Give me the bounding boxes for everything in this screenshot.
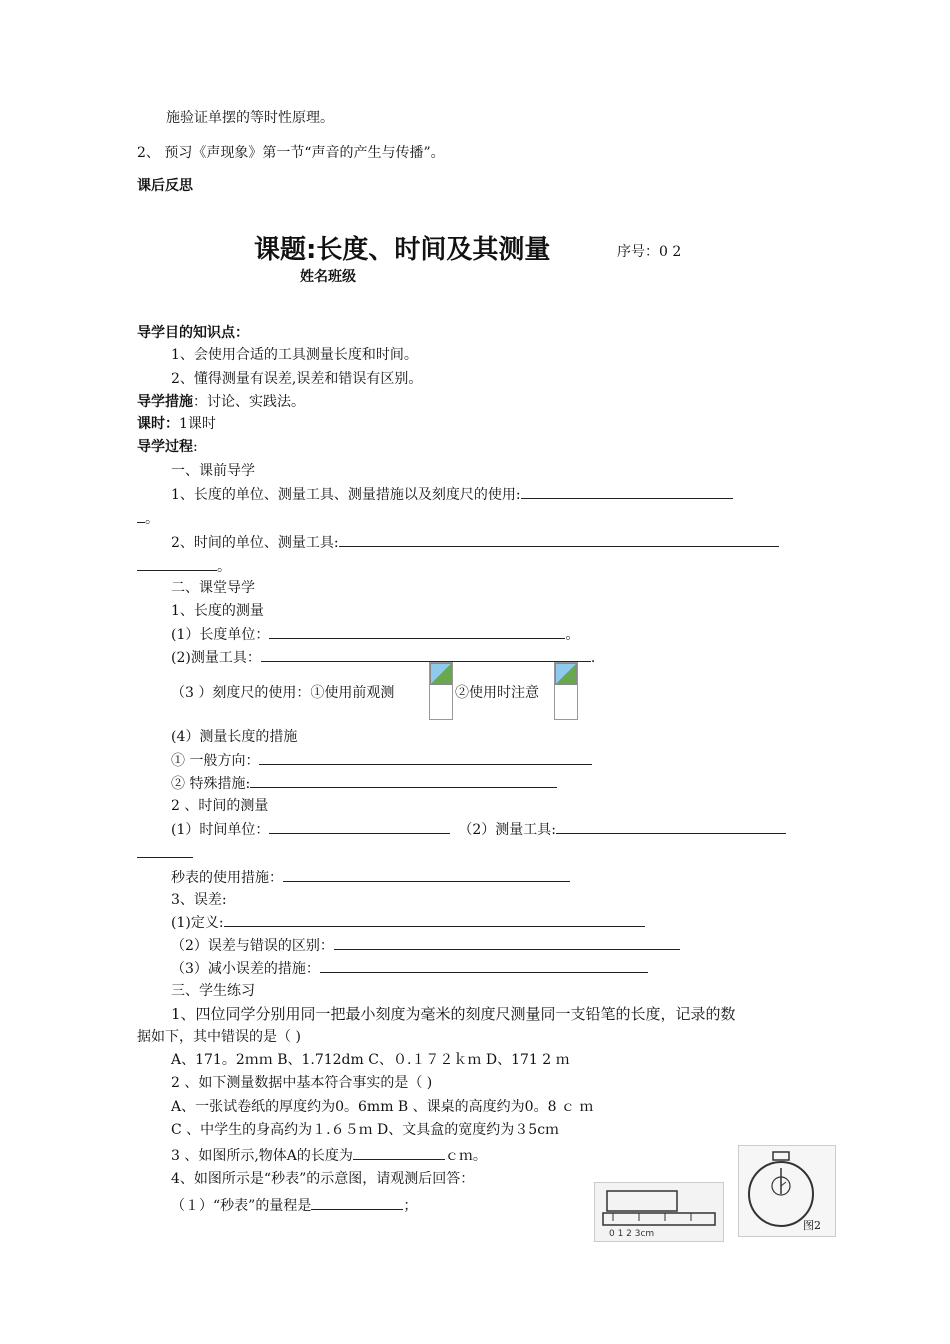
answer-blank[interactable] [339, 532, 779, 547]
goals-heading: 导学目的知识点： [137, 325, 249, 341]
process-label: 导学过程 [137, 439, 193, 455]
answer-blank[interactable] [269, 819, 450, 834]
practice-q2-ab: A、一张试卷纸的厚度约为0。6mm B 、课桌的高度约为0。8 ｃ ｍ [171, 1099, 594, 1115]
time-unit-text: (1）时间单位： [171, 822, 270, 838]
answer-blank[interactable] [261, 647, 591, 662]
pre-question-2-text: 2、时间的单位、测量工具: [171, 535, 339, 551]
error-definition [171, 912, 645, 933]
practice-q4-1 [171, 1195, 417, 1216]
time-heading: 2 、时间的测量 [171, 798, 269, 814]
error-reduce-text: （3）减小误差的措施： [171, 961, 320, 977]
figure-label: 图2 [803, 1219, 821, 1232]
ruler-figure [594, 1182, 724, 1242]
answer-blank[interactable] [250, 773, 557, 788]
practice-q1-a: 1、四位同学分别用同一把最小刻度为毫米的刻度尺测量同一支铅笔的长度，记录的数 [171, 1005, 736, 1023]
error-difference [171, 935, 680, 956]
method-text: ：讨论、实践法。 [193, 394, 305, 410]
practice-q3 [171, 1145, 487, 1166]
length-unit-end: 。 [565, 627, 580, 643]
period-line [137, 414, 216, 434]
pre-question-2-end-text: 。 [217, 559, 231, 575]
time-unit [171, 819, 786, 840]
stopwatch-figure [738, 1145, 836, 1237]
reflection-heading: 课后反思 [137, 178, 193, 194]
practice-q1-b: 据如下，其中错误的是（ ) [137, 1029, 301, 1045]
practice-heading: 三、学生练习 [171, 983, 255, 999]
practice-q4-1-end: ； [403, 1198, 418, 1214]
answer-blank[interactable] [259, 750, 592, 765]
answer-blank[interactable] [311, 1195, 403, 1210]
practice-q2: 2 、如下测量数据中基本符合事实的是（ ) [171, 1075, 433, 1091]
length-tool-text: (2)测量工具： [171, 650, 261, 666]
intro-line-1: 施验证单摆的等时性原理。 [166, 110, 334, 126]
name-class-label: 姓名班级 [300, 269, 356, 285]
intro-line-2: 2、 预习《声现象》第一节“声音的产生与传播”。 [137, 145, 445, 161]
stopwatch-method-text: 秒表的使用措施： [171, 870, 283, 886]
error-definition-text: (1)定义: [171, 915, 224, 931]
answer-blank[interactable] [137, 508, 145, 523]
answer-blank[interactable] [334, 935, 680, 950]
ruler-use-1: （3 ）刻度尺的使用：①使用前观测 [171, 685, 395, 701]
pre-question-1-text: 1、长度的单位、测量工具、测量措施以及刻度尺的使用: [171, 487, 521, 503]
answer-blank[interactable] [556, 819, 786, 834]
answer-blank[interactable] [137, 843, 193, 858]
practice-q4: 4、如图所示是“秒表”的示意图，请观测后回答： [171, 1171, 475, 1187]
answer-blank[interactable] [269, 624, 565, 639]
method-label: 导学措施 [137, 394, 193, 410]
length-tool-end: . [590, 650, 596, 666]
method-line [137, 392, 305, 412]
class-heading: 二、课堂导学 [171, 580, 255, 596]
time-tool-text: （2）测量工具: [458, 822, 556, 838]
page-title: 课题:长度、时间及其测量 [254, 235, 551, 265]
pre-heading: 一、课前导学 [171, 463, 255, 479]
general-method [171, 750, 592, 771]
length-unit [171, 624, 579, 645]
length-tool [171, 647, 595, 668]
pre-question-1-end [137, 508, 159, 529]
pre-question-1 [171, 484, 733, 505]
period-text: 1课时 [179, 416, 216, 432]
answer-blank[interactable] [224, 912, 645, 927]
practice-q4-1-text: （１）“秒表”的量程是 [171, 1198, 312, 1214]
broken-image-icon [429, 662, 453, 720]
practice-q3-end: ｃｍ。 [444, 1148, 487, 1164]
process-text: : [193, 439, 198, 455]
stopwatch-method [171, 867, 570, 888]
special-method-text: ② 特殊措施: [171, 776, 251, 792]
answer-blank[interactable] [521, 484, 733, 499]
pre-question-2-end [137, 556, 231, 577]
practice-q2-cd: C 、中学生的身高约为１.６５ｍ D、文具盒的宽度约为３5cｍ [171, 1122, 560, 1138]
method-heading: (4）测量长度的措施 [171, 729, 298, 745]
length-heading: 1、长度的测量 [171, 603, 264, 619]
answer-blank[interactable] [283, 867, 570, 882]
pre-question-2 [171, 532, 779, 553]
ruler-drawing [595, 1183, 723, 1241]
special-method [171, 773, 557, 794]
answer-blank[interactable] [320, 958, 648, 973]
process-line [137, 437, 198, 457]
error-reduce [171, 958, 648, 979]
error-heading: 3、误差: [171, 892, 227, 908]
practice-q1-options: A、171。2ｍｍ B、1.712dm C、０.１７２ｋｍ D、171 2 ｍ [171, 1052, 570, 1068]
broken-image-icon [554, 662, 578, 720]
period-label: 课时： [137, 416, 179, 432]
time-tool-end [137, 843, 193, 864]
pre-question-1-end-text: 。 [145, 511, 159, 527]
practice-q3-text: 3 、如图所示,物体A的长度为 [171, 1148, 353, 1164]
serial-number: 序号：0 2 [617, 244, 682, 260]
goal-item-1: 1、会使用合适的工具测量长度和时间。 [171, 347, 418, 363]
length-unit-text: (1）长度单位： [171, 627, 270, 643]
answer-blank[interactable] [137, 556, 217, 571]
answer-blank[interactable] [353, 1145, 445, 1160]
general-method-text: ① 一般方向： [171, 753, 260, 769]
error-difference-text: （2）误差与错误的区别： [171, 938, 334, 954]
svg-text:0 1 2 3cm: 0 1 2 3cm [609, 1229, 655, 1239]
goal-item-2: 2、懂得测量有误差,误差和错误有区别。 [171, 371, 423, 387]
ruler-use-2: ②使用时注意 [455, 685, 539, 701]
